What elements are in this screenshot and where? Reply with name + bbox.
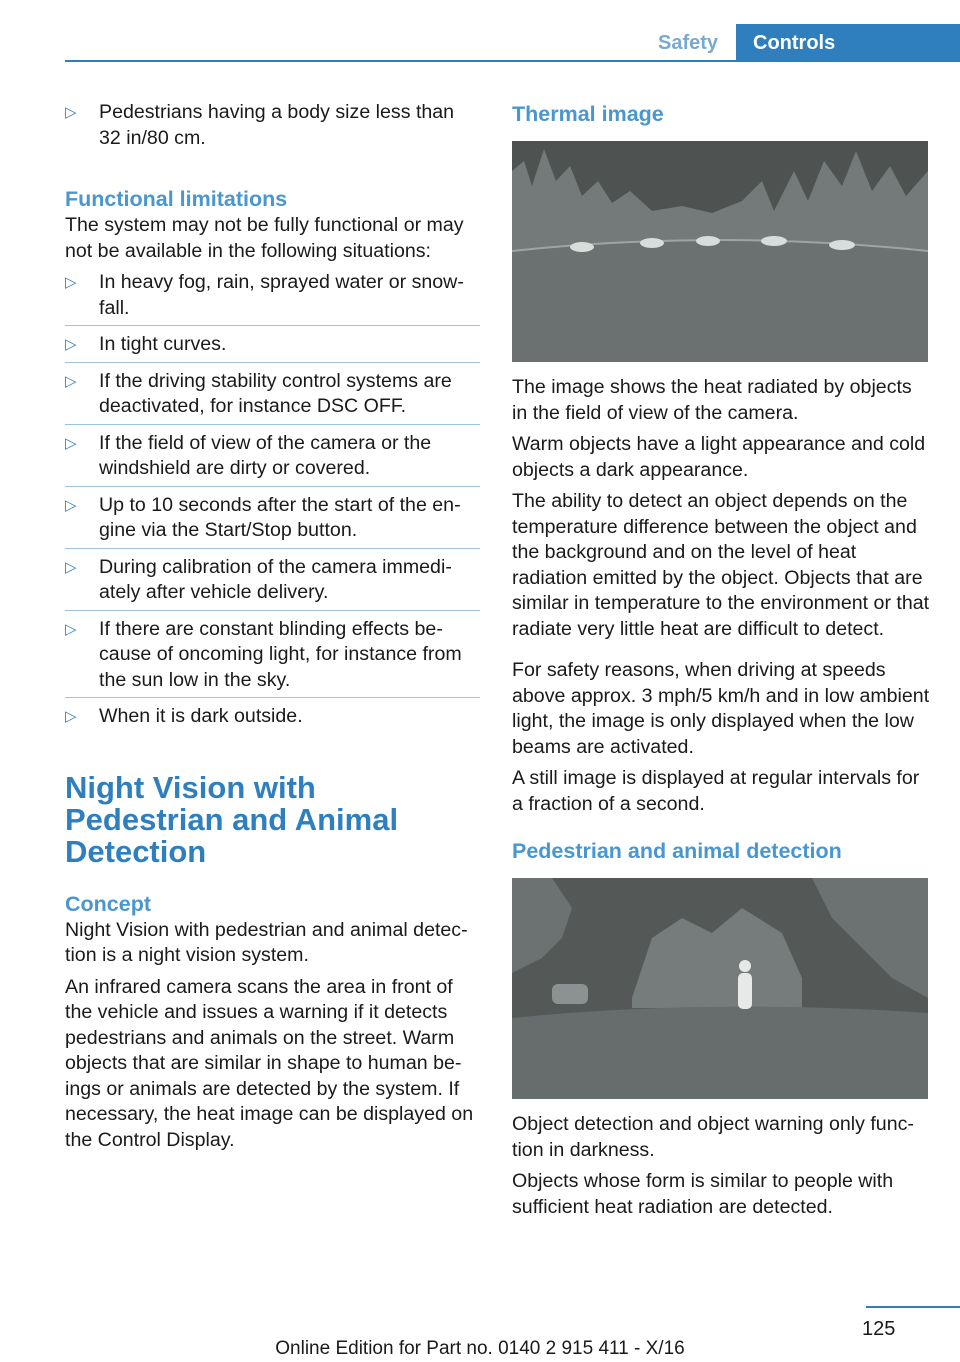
limits-item-text: If the driving stability control systems are deactivated, for instance DSC OFF.: [99, 369, 452, 417]
triangle-bullet-icon: ▷: [65, 496, 77, 514]
bullet-text: Pedestrians having a body size less than 32 in/80 cm.: [99, 101, 455, 149]
limits-item: [65, 493, 480, 544]
limits-item-text: During calibration of the camera immediately after vehicle delivery.: [99, 555, 452, 603]
concept-paragraph: An infrared camera scans the area in front of the vehicle and issues a warning if it detects pedestrians and animals on the street. Warm objects that are similar in shape to human beings or animals are detected by the system. If necessary, the heat image can be displayed on the Control Display.: [65, 975, 474, 1151]
detection-paragraph: Objects whose form is similar to people with sufficient heat radiation are detected.: [512, 1170, 894, 1218]
limits-intro: The system may not be fully functional or may not be available in the following situations:: [65, 214, 464, 262]
pedestrian-scene-illustration: [512, 878, 928, 1099]
thermal-paragraph: A still image is displayed at regular intervals for a fraction of a second.: [512, 767, 920, 815]
thermal-paragraph: The image shows the heat radiated by objects in the field of view of the camera.: [512, 376, 912, 424]
triangle-bullet-icon: ▷: [65, 336, 77, 353]
right-column: [512, 100, 930, 1226]
thermal-paragraph: Warm objects have a light appearance and cold objects a dark appearance.: [512, 433, 926, 481]
limits-item-text: If there are constant blinding effects because of oncoming light, for instance from the sun low in the sky.: [99, 617, 462, 691]
footer-edition: Online Edition for Part no. 0140 2 915 411 - X/16: [275, 1338, 685, 1359]
bullet-divider: [65, 610, 480, 611]
triangle-bullet-icon: ▷: [65, 372, 77, 390]
pedestrian-detection-figure: [512, 878, 928, 1099]
detection-paragraph: Object detection and object warning only function in darkness.: [512, 1113, 914, 1161]
thermal-image-figure: [512, 141, 928, 362]
thermal-image-heading: Thermal image: [512, 102, 664, 126]
triangle-bullet-icon: ▷: [65, 708, 77, 725]
bullet-divider: [65, 697, 480, 698]
header-section-safety[interactable]: Safety: [657, 32, 719, 54]
limits-item-text: When it is dark outside.: [99, 705, 303, 727]
page-number: 125: [862, 1318, 896, 1340]
thermal-scene-illustration: [512, 141, 928, 362]
limits-item: [65, 704, 480, 730]
limits-item-text: Up to 10 seconds after the start of the engine via the Start/Stop button.: [99, 493, 461, 541]
triangle-bullet-icon: ▷: [65, 620, 77, 638]
limits-item-text: In heavy fog, rain, sprayed water or snowfall.: [99, 271, 464, 319]
limits-item: [65, 332, 480, 358]
thermal-paragraph: The ability to detect an object depends on the temperature difference between the object and the background and on the level of heat radiation emitted by the object. Objects that are similar in temperature to the environment or that radiate very little heat are difficult to detect.: [512, 490, 930, 640]
bullet-divider: [65, 486, 480, 487]
limits-item-text: If the field of view of the camera or the windshield are dirty or covered.: [99, 431, 432, 479]
concept-heading: Concept: [65, 891, 151, 916]
triangle-bullet-icon: ▷: [65, 434, 77, 452]
limits-item: [65, 270, 480, 321]
page-number-rule: [866, 1306, 960, 1308]
bullet-item: [65, 100, 480, 151]
left-column: [65, 100, 480, 1159]
limits-item: [65, 555, 480, 606]
thermal-paragraph: For safety reasons, when driving at speeds above approx. 3 mph/5 km/h and in low ambient light, the image is only displayed when the low beams are activated.: [512, 659, 930, 758]
header-chapter-controls[interactable]: Controls: [736, 24, 960, 62]
limits-item: [65, 369, 480, 420]
limits-item-text: In tight curves.: [99, 333, 227, 355]
triangle-bullet-icon: ▷: [65, 274, 77, 291]
bullet-divider: [65, 424, 480, 425]
bullet-divider: [65, 325, 480, 326]
concept-paragraph: Night Vision with pedestrian and animal detection is a night vision system.: [65, 918, 468, 966]
bullet-divider: [65, 362, 480, 363]
limits-item: [65, 617, 480, 694]
limits-item: [65, 431, 480, 482]
triangle-bullet-icon: ▷: [65, 104, 77, 121]
triangle-bullet-icon: ▷: [65, 558, 77, 576]
bullet-divider: [65, 548, 480, 549]
night-vision-heading: Night Vision with Pedestrian and Animal Detection: [65, 769, 399, 869]
functional-limitations-heading: Functional limitations: [65, 187, 288, 211]
pedestrian-detection-heading: Pedestrian and animal detection: [512, 839, 842, 863]
